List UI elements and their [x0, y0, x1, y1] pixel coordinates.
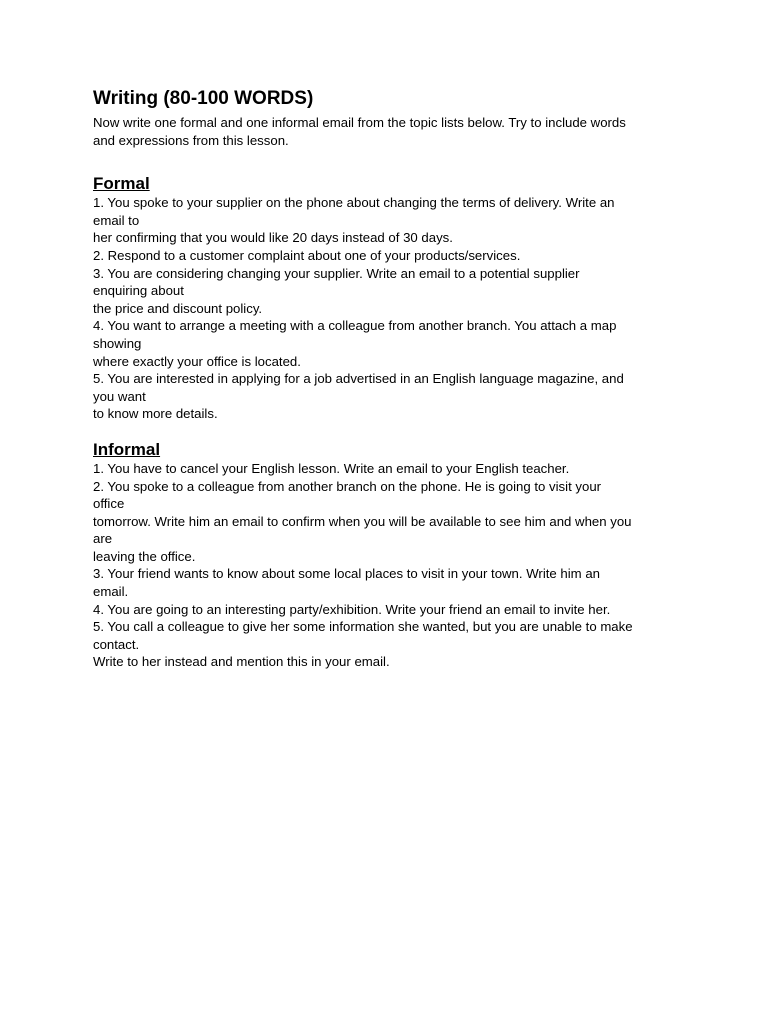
text-line: 5. You call a colleague to give her some information she wanted, but you are unable to make [93, 619, 633, 635]
text-line: 4. You are going to an interesting party/exhibition. Write your friend an email to invite her. [93, 601, 611, 617]
text-line: showing [93, 335, 142, 351]
text-line: 3. You are considering changing your supplier. Write an email to a potential supplier [93, 265, 580, 281]
informal-section [93, 440, 693, 671]
text-line: 1. You spoke to your supplier on the phone about changing the terms of delivery. Write an [93, 195, 615, 211]
text-line: 2. You spoke to a colleague from another branch on the phone. He is going to visit your [93, 478, 602, 494]
text-line: tomorrow. Write him an email to confirm when you will be available to see him and when you [93, 513, 632, 529]
text-line: email to [93, 212, 140, 228]
document-page [93, 88, 693, 671]
informal-topic-list [93, 460, 693, 671]
informal-heading: Informal [93, 439, 161, 459]
text-line: her confirming that you would like 20 days instead of 30 days. [93, 230, 453, 246]
text-line: Write to her instead and mention this in your email. [93, 654, 390, 670]
text-line: to know more details. [93, 406, 218, 422]
text-line: enquiring about [93, 283, 184, 299]
text-line: 2. Respond to a customer complaint about one of your products/services. [93, 247, 521, 263]
text-line: are [93, 531, 113, 547]
text-line: email. [93, 584, 129, 600]
text-line: office [93, 496, 125, 512]
intro-line: Now write one formal and one informal email from the topic lists below. Try to include words [93, 115, 626, 130]
formal-heading: Formal [93, 174, 150, 194]
intro-paragraph [93, 114, 693, 149]
text-line: where exactly your office is located. [93, 353, 301, 369]
text-line: 4. You want to arrange a meeting with a colleague from another branch. You attach a map [93, 318, 617, 334]
text-line: you want [93, 388, 146, 404]
text-line: contact. [93, 636, 140, 652]
text-line: 1. You have to cancel your English lesson. Write an email to your English teacher. [93, 460, 570, 476]
text-line: 3. Your friend wants to know about some local places to visit in your town. Write him an [93, 566, 600, 582]
formal-topic-list [93, 194, 693, 423]
text-line: leaving the office. [93, 548, 196, 564]
page-title: Writing (80-100 WORDS) [93, 88, 314, 109]
text-line: the price and discount policy. [93, 300, 263, 316]
formal-section [93, 174, 693, 423]
text-line: 5. You are interested in applying for a job advertised in an English language magazine, and [93, 371, 624, 387]
intro-line: and expressions from this lesson. [93, 132, 289, 148]
